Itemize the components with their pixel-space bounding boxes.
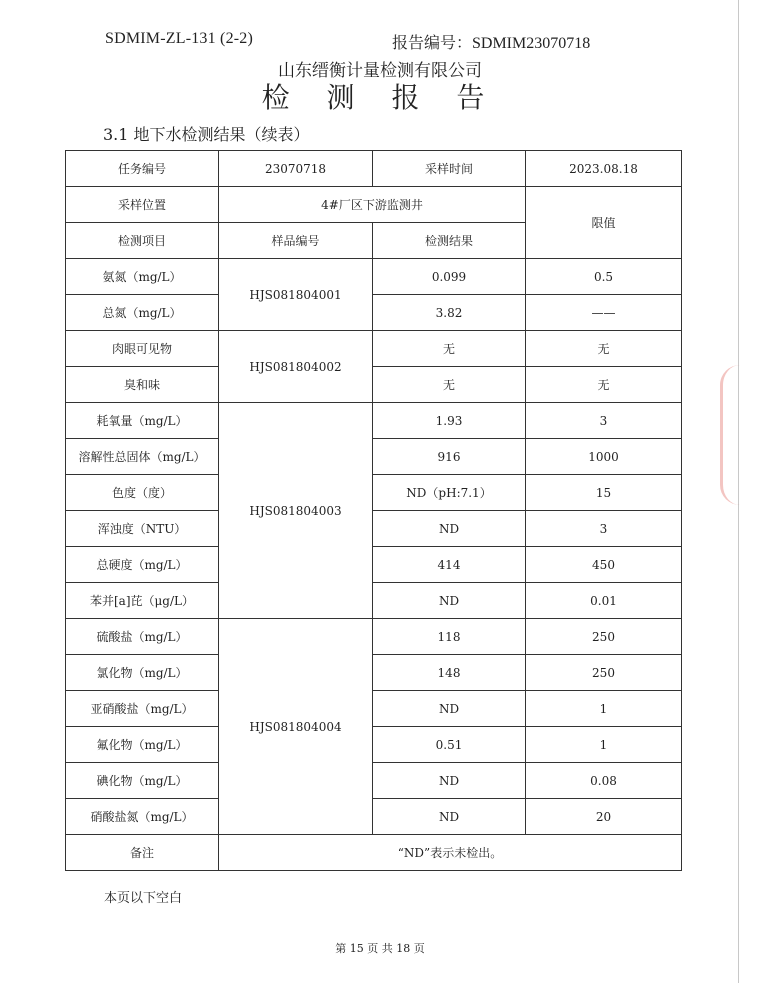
table-row [66, 547, 682, 583]
remark-row [66, 835, 682, 871]
limit-cell: 20 [526, 799, 682, 835]
location-label: 采样位置 [66, 187, 219, 223]
task-no-label: 任务编号 [66, 151, 219, 187]
table-row [66, 583, 682, 619]
table-row [66, 331, 682, 367]
remark-value: “ND”表示未检出。 [219, 835, 682, 871]
sample-no-label: 样品编号 [219, 223, 373, 259]
table-header-row [66, 151, 682, 187]
limit-cell: 无 [526, 367, 682, 403]
result-cell: 无 [373, 331, 526, 367]
limit-cell: 1000 [526, 439, 682, 475]
report-number: 报告编号：SDMIM23070718 [392, 35, 591, 52]
seal-stamp-fragment [720, 365, 753, 505]
result-cell: ND [373, 511, 526, 547]
limit-cell: 250 [526, 655, 682, 691]
result-cell: 118 [373, 619, 526, 655]
results-table [65, 150, 682, 871]
item-cell: 总氮（mg/L） [66, 295, 219, 331]
limit-cell: 3 [526, 403, 682, 439]
table-row [66, 511, 682, 547]
result-cell: 916 [373, 439, 526, 475]
result-cell: 0.099 [373, 259, 526, 295]
table-location-row [66, 187, 682, 223]
sample-no-cell: HJS081804001 [219, 259, 373, 331]
table-row [66, 763, 682, 799]
result-cell: ND（pH:7.1） [373, 475, 526, 511]
item-cell: 苯并[a]芘（μg/L） [66, 583, 219, 619]
sample-time-label: 采样时间 [373, 151, 526, 187]
sample-no-cell: HJS081804003 [219, 403, 373, 619]
table-row [66, 439, 682, 475]
section-heading: 3.1 地下水检测结果（续表） [103, 125, 310, 144]
limit-label: 限值 [526, 187, 682, 259]
location-value: 4#厂区下游监测井 [219, 187, 526, 223]
item-label: 检测项目 [66, 223, 219, 259]
item-cell: 碘化物（mg/L） [66, 763, 219, 799]
result-cell: 0.51 [373, 727, 526, 763]
item-cell: 溶解性总固体（mg/L） [66, 439, 219, 475]
limit-cell: 3 [526, 511, 682, 547]
form-code: SDMIM-ZL-131 (2-2) [105, 30, 254, 47]
item-cell: 浑浊度（NTU） [66, 511, 219, 547]
item-cell: 总硬度（mg/L） [66, 547, 219, 583]
limit-cell: 无 [526, 331, 682, 367]
table-row [66, 367, 682, 403]
result-cell: ND [373, 763, 526, 799]
table-row [66, 727, 682, 763]
page-title: 检 测 报 告 [261, 81, 499, 114]
sample-no-cell: HJS081804002 [219, 331, 373, 403]
result-cell: 3.82 [373, 295, 526, 331]
table-row [66, 619, 682, 655]
limit-cell: 0.01 [526, 583, 682, 619]
page-footer: 第 15 页 共 18 页 [335, 942, 425, 955]
item-cell: 硝酸盐氮（mg/L） [66, 799, 219, 835]
table-row [66, 475, 682, 511]
item-cell: 氯化物（mg/L） [66, 655, 219, 691]
limit-cell: —— [526, 295, 682, 331]
result-cell: 1.93 [373, 403, 526, 439]
table-row [66, 655, 682, 691]
item-cell: 硫酸盐（mg/L） [66, 619, 219, 655]
table-row [66, 259, 682, 295]
sample-time-value: 2023.08.18 [526, 151, 682, 187]
result-label: 检测结果 [373, 223, 526, 259]
limit-cell: 250 [526, 619, 682, 655]
result-cell: ND [373, 691, 526, 727]
limit-cell: 0.08 [526, 763, 682, 799]
limit-cell: 1 [526, 727, 682, 763]
result-cell: 148 [373, 655, 526, 691]
sample-no-cell: HJS081804004 [219, 619, 373, 835]
limit-cell: 0.5 [526, 259, 682, 295]
result-cell: ND [373, 583, 526, 619]
company-name: 山东缙衡计量检测有限公司 [278, 61, 482, 81]
result-cell: 无 [373, 367, 526, 403]
table-row [66, 403, 682, 439]
remark-label: 备注 [66, 835, 219, 871]
table-row [66, 799, 682, 835]
result-cell: ND [373, 799, 526, 835]
limit-cell: 15 [526, 475, 682, 511]
item-cell: 亚硝酸盐（mg/L） [66, 691, 219, 727]
item-cell: 臭和味 [66, 367, 219, 403]
table-row [66, 691, 682, 727]
table-row [66, 295, 682, 331]
limit-cell: 1 [526, 691, 682, 727]
item-cell: 肉眼可见物 [66, 331, 219, 367]
blank-note: 本页以下空白 [104, 891, 183, 906]
item-cell: 氨氮（mg/L） [66, 259, 219, 295]
item-cell: 耗氧量（mg/L） [66, 403, 219, 439]
task-no-value: 23070718 [219, 151, 373, 187]
result-cell: 414 [373, 547, 526, 583]
limit-cell: 450 [526, 547, 682, 583]
item-cell: 色度（度） [66, 475, 219, 511]
item-cell: 氟化物（mg/L） [66, 727, 219, 763]
